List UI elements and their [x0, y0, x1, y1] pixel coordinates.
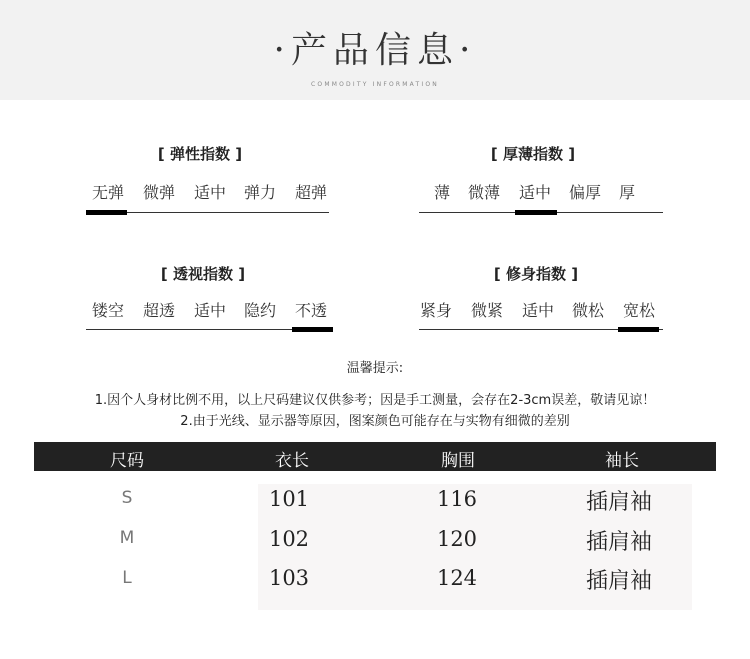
thickness-option: 微薄 — [467, 183, 500, 202]
elasticity-option: 无弹 — [91, 183, 124, 202]
fit-option: 适中 — [521, 301, 554, 320]
table-cell-length: 103 — [268, 566, 310, 590]
fit-selected-marker — [618, 327, 659, 332]
header-length: 衣长 — [275, 451, 309, 471]
elasticity-selected-marker — [86, 210, 127, 215]
transparency-option: 镂空 — [91, 301, 124, 320]
elasticity-index-title: [ 弹性指数 ] — [157, 145, 243, 163]
elasticity-option: 弹力 — [243, 183, 276, 202]
table-cell-length: 102 — [268, 527, 310, 551]
notice-title: 温馨提示: — [346, 361, 404, 376]
page-title: ·产品信息· — [273, 30, 477, 71]
transparency-selected-marker — [292, 327, 333, 332]
transparency-option: 适中 — [193, 301, 226, 320]
thickness-option: 薄 — [433, 183, 450, 202]
table-cell-chest: 124 — [436, 566, 478, 590]
thickness-option: 厚 — [618, 183, 635, 202]
table-cell-sleeve: 插肩袖 — [585, 490, 652, 515]
table-cell-size: S — [121, 488, 133, 508]
transparency-option: 不透 — [294, 301, 327, 320]
fit-option: 微紧 — [470, 301, 503, 320]
thickness-index-title: [ 厚薄指数 ] — [490, 145, 576, 163]
fit-index-title: [ 修身指数 ] — [493, 265, 579, 283]
elasticity-option: 微弹 — [142, 183, 175, 202]
transparency-option: 超透 — [142, 301, 175, 320]
table-cell-chest: 120 — [436, 527, 478, 551]
thickness-selected-marker — [515, 210, 557, 215]
page-subtitle: COMMODITY INFORMATION — [311, 81, 439, 88]
fit-option: 宽松 — [622, 301, 655, 320]
transparency-option: 隐约 — [243, 301, 276, 320]
table-cell-length: 101 — [268, 487, 310, 511]
table-cell-size: L — [122, 568, 132, 588]
thickness-option: 适中 — [518, 183, 551, 202]
thickness-option: 偏厚 — [568, 183, 601, 202]
elasticity-option: 超弹 — [294, 183, 327, 202]
table-cell-chest: 116 — [436, 487, 478, 511]
fit-option: 紧身 — [419, 301, 452, 320]
fit-option: 微松 — [571, 301, 604, 320]
header-chest: 胸围 — [441, 451, 475, 471]
size-table-header — [34, 442, 716, 471]
notice-line-2: 2.由于光线、显示器等原因，图案颜色可能存在与实物有细微的差别 — [180, 414, 570, 429]
table-cell-sleeve: 插肩袖 — [585, 530, 652, 555]
table-cell-sleeve: 插肩袖 — [585, 569, 652, 594]
notice-line-1: 1.因个人身材比例不用，以上尺码建议仅供参考；因是手工测量，会存在2-3cm误差，敬请见谅！ — [94, 393, 656, 408]
table-cell-size: M — [119, 528, 135, 548]
transparency-index-title: [ 透视指数 ] — [160, 265, 246, 283]
elasticity-option: 适中 — [193, 183, 226, 202]
header-sleeve: 袖长 — [605, 451, 639, 471]
header-size: 尺码 — [110, 451, 144, 471]
product-info-header — [0, 0, 750, 100]
